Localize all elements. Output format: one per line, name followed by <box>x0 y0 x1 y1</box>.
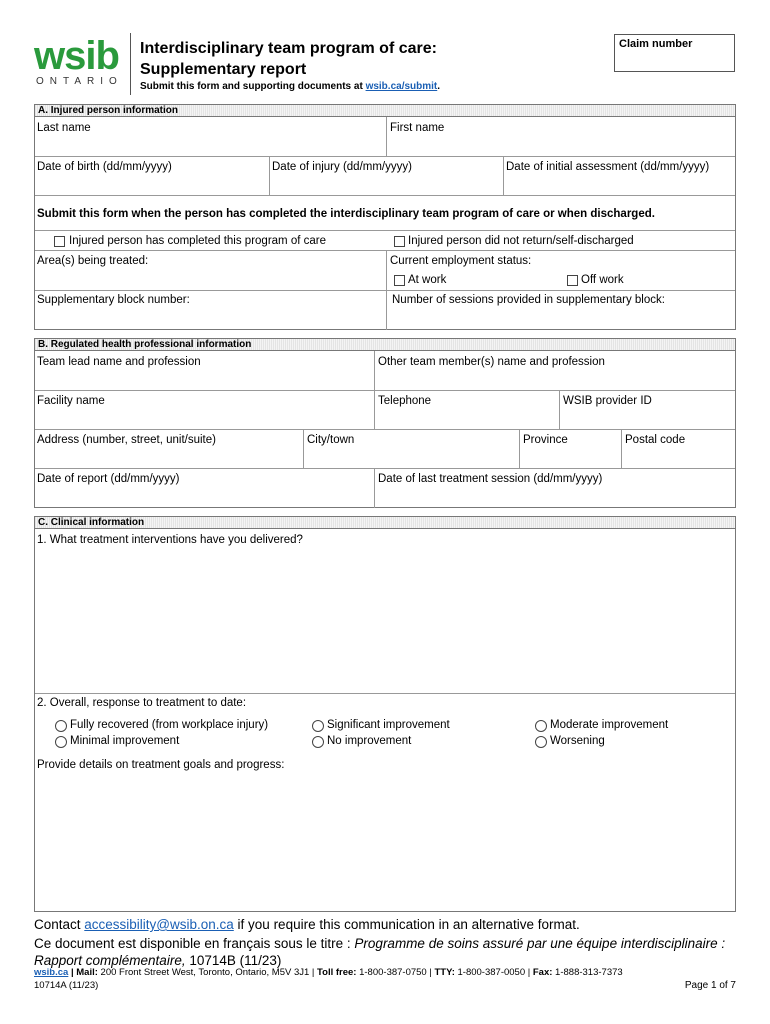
form-code: 10714A (11/23) <box>34 980 99 991</box>
form-title <box>140 38 437 80</box>
footer-contact <box>34 967 623 978</box>
tty-label: TTY: <box>434 967 455 978</box>
section-b-heading: B. Regulated health professional information <box>35 339 735 351</box>
divider <box>35 429 735 430</box>
claim-number-label: Claim number <box>619 38 693 50</box>
city-label: City/town <box>307 434 355 446</box>
postal-code-label: Postal code <box>625 434 686 446</box>
divider <box>303 429 304 468</box>
accessibility-email-link[interactable]: accessibility@wsib.on.ca <box>84 917 234 932</box>
page-number: Page 1 of 7 <box>684 980 736 991</box>
divider <box>559 390 560 429</box>
moderate-label: Moderate improvement <box>550 719 669 731</box>
submit-link[interactable]: wsib.ca/submit <box>365 81 438 92</box>
fax-number: 1-888-313-7373 <box>552 967 623 978</box>
employment-label: Current employment status: <box>390 255 532 267</box>
fully-recovered-label: Fully recovered (from workplace injury) <box>70 719 269 731</box>
mail-label: | Mail: <box>68 967 98 978</box>
significant-label: Significant improvement <box>327 719 450 731</box>
tollfree-label: Toll free: <box>317 967 357 978</box>
fax-label: Fax: <box>532 967 553 978</box>
no-improvement-radio[interactable] <box>312 736 324 748</box>
moderate-radio[interactable] <box>535 720 547 732</box>
not-return-checkbox[interactable] <box>394 236 405 247</box>
divider <box>35 468 735 469</box>
facility-label: Facility name <box>37 395 105 407</box>
other-team-label: Other team member(s) name and profession <box>378 356 605 368</box>
divider <box>35 290 735 291</box>
worsening-label: Worsening <box>550 735 605 747</box>
submit-end: . <box>437 81 441 92</box>
divider <box>35 693 735 694</box>
submit-instruction <box>140 81 440 92</box>
tollfree-number: 1-800-387-0750 | <box>356 967 435 978</box>
form-title-line2: Supplementary report <box>140 61 307 78</box>
last-name-label: Last name <box>37 122 91 134</box>
divider <box>374 390 375 429</box>
team-lead-label: Team lead name and profession <box>37 356 201 368</box>
telephone-label: Telephone <box>378 395 432 407</box>
logo-divider <box>130 33 131 95</box>
date-last-label: Date of last treatment session (dd/mm/yyyy) <box>378 473 603 485</box>
divider <box>35 390 735 391</box>
section-c <box>34 516 736 912</box>
block-number-label: Supplementary block number: <box>37 294 190 306</box>
divider <box>519 429 520 468</box>
contact-line <box>34 916 580 933</box>
section-a-heading: A. Injured person information <box>35 105 735 117</box>
mail-address: 200 Front Street West, Toronto, Ontario, M5V 3J1 | <box>97 967 318 978</box>
divider <box>374 351 375 390</box>
minimal-label: Minimal improvement <box>70 735 180 747</box>
province-label: Province <box>523 434 568 446</box>
logo-ontario: ONTARIO <box>36 76 123 87</box>
worsening-radio[interactable] <box>535 736 547 748</box>
french-code: 10714B (11/23) <box>185 953 282 968</box>
at-work-label: At work <box>408 274 447 286</box>
date-report-label: Date of report (dd/mm/yyyy) <box>37 473 180 485</box>
dob-label: Date of birth (dd/mm/yyyy) <box>37 161 172 173</box>
divider <box>503 156 504 195</box>
tty-number: 1-800-387-0050 | <box>454 967 533 978</box>
form-title-line1: Interdisciplinary team program of care: <box>140 40 437 57</box>
wsib-logo: wsib <box>34 34 119 78</box>
french-title: Programme de soins assuré par une équipe interdisciplinaire : Rapport complémentaire, <box>34 936 726 968</box>
section-a <box>34 104 736 330</box>
not-return-label: Injured person did not return/self-discharged <box>408 235 634 247</box>
french-availability <box>34 935 734 969</box>
doi-label: Date of injury (dd/mm/yyyy) <box>272 161 412 173</box>
address-label: Address (number, street, unit/suite) <box>37 434 216 446</box>
section-c-heading: C. Clinical information <box>35 517 735 529</box>
divider <box>35 250 735 251</box>
first-name-label: First name <box>390 122 445 134</box>
areas-label: Area(s) being treated: <box>37 255 149 267</box>
divider <box>35 156 735 157</box>
doia-label: Date of initial assessment (dd/mm/yyyy) <box>506 161 710 173</box>
divider <box>269 156 270 195</box>
claim-number-field[interactable] <box>614 34 735 72</box>
divider <box>386 117 387 156</box>
wsib-site-link[interactable]: wsib.ca <box>34 967 69 978</box>
instruction-text: Submit this form when the person has completed the interdisciplinary team program of care or when discharged. <box>37 208 655 220</box>
submit-text: Submit this form and supporting documents at <box>140 81 366 92</box>
divider <box>374 468 375 508</box>
completed-label: Injured person has completed this program of care <box>69 235 326 247</box>
section-b <box>34 338 736 508</box>
minimal-radio[interactable] <box>55 736 67 748</box>
provider-id-label: WSIB provider ID <box>563 395 652 407</box>
fully-recovered-radio[interactable] <box>55 720 67 732</box>
divider <box>35 230 735 231</box>
off-work-checkbox[interactable] <box>567 275 578 286</box>
completed-checkbox[interactable] <box>54 236 65 247</box>
q1-label: 1. What treatment interventions have you delivered? <box>37 534 303 546</box>
off-work-label: Off work <box>581 274 624 286</box>
french-pre: Ce document est disponible en français sous le titre : <box>34 936 355 951</box>
contact-pre: Contact <box>34 917 85 932</box>
no-improvement-label: No improvement <box>327 735 412 747</box>
significant-radio[interactable] <box>312 720 324 732</box>
sessions-label: Number of sessions provided in supplementary block: <box>392 294 665 306</box>
divider <box>621 429 622 468</box>
divider <box>35 195 735 196</box>
contact-post: if you require this communication in an alternative format. <box>233 917 580 932</box>
details-label: Provide details on treatment goals and progress: <box>37 759 285 771</box>
at-work-checkbox[interactable] <box>394 275 405 286</box>
q2-label: 2. Overall, response to treatment to date: <box>37 697 247 709</box>
